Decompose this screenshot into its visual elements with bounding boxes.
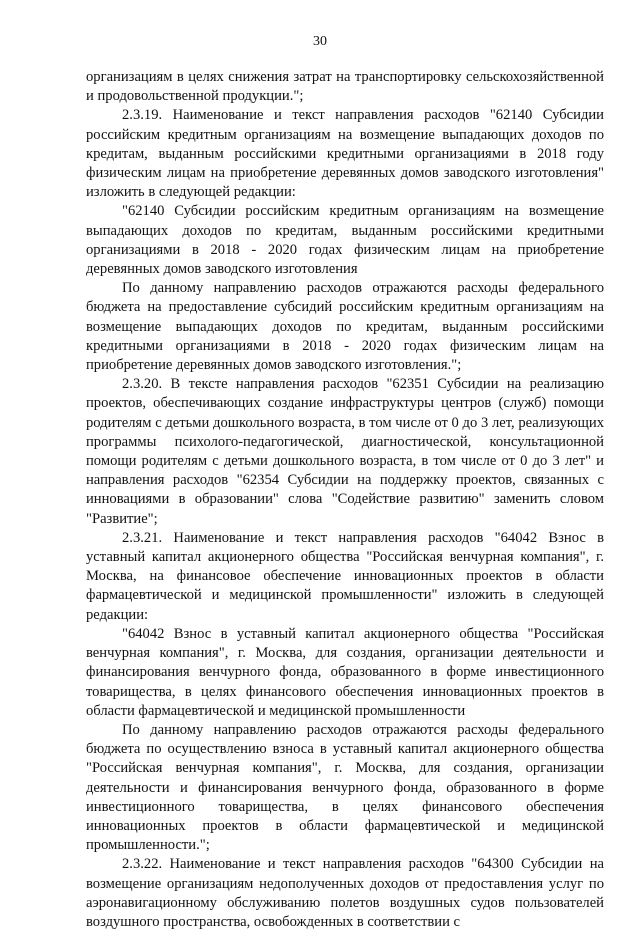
- paragraph-continuation: организациям в целях снижения затрат на транспортировку сельскохозяйственной и продовольственной продукции.";: [86, 69, 604, 105]
- paragraph-62140-text: По данному направлению расходов отражаются расходы федерального бюджета на предоставление субсидий российским кредитным организациям на возмещение выпадающих доходов по кредитам, выданным российскими кредитными организациями в 2018 - 2020 годах физическим лицам на приобретение деревянных домов заводского изготовления.";: [86, 280, 604, 374]
- page-number: 30: [313, 34, 327, 49]
- document-body: [86, 68, 604, 932]
- paragraph-64042-text: По данному направлению расходов отражаются расходы федерального бюджета по осуществлению взноса в уставный капитал акционерного общества "Российская венчурная компания", г. Москва, для создания, организации деятельности и финансирования венчурного фонда, образованного в форме инвестиционного товарищества, в целях финансового обеспечения инновационных проектов в области фармацевтической и медицинской промышленности.";: [86, 721, 604, 854]
- paragraph-2-3-22: 2.3.22. Наименование и текст направления расходов "64300 Субсидии на возмещение организациям недополученных доходов от предоставления услуг по аэронавигационному обслуживанию полетов воздушных судов пользователей воздушного пространства, освобожденных в соответствии с: [86, 856, 604, 930]
- paragraph-62140-title: "62140 Субсидии российским кредитным организациям на возмещение выпадающих доходов по кредитам, выданным российскими кредитными организациями в 2018 - 2020 годах физическим лицам на приобретение деревянных домов заводского изготовления: [86, 203, 604, 278]
- paragraph-64042-title: "64042 Взнос в уставный капитал акционерного общества "Российская венчурная компания", г. Москва, для создания, организации деятельности и финансирования венчурного фонда, образованного в форме инвестиционного товарищества, в целях финансового обеспечения инновационных проектов в области фармацевтической и медицинской промышленности: [86, 625, 604, 719]
- paragraph-2-3-19: 2.3.19. Наименование и текст направления расходов "62140 Субсидии российским кредитным организациям на возмещение выпадающих доходов по кредитам, выданным российскими кредитными организациями в 2018 году физическим лицам на приобретение деревянных домов заводского изготовления" изложить в следующей редакции:: [86, 107, 604, 201]
- paragraph-2-3-20: 2.3.20. В тексте направления расходов "62351 Субсидии на реализацию проектов, обеспечивающих создание инфраструктуры центров (служб) помощи родителям с детьми дошкольного возраста, в том числе от 0 до 3 лет, реализующих программы психолого-педагогической, диагностической, консультационной помощи родителям с детьми дошкольного возраста, в том числе от 0 до 3 лет" и направления расходов "62354 Субсидии на поддержку проектов, связанных с инновациями в образовании" слова "Содействие развитию" заменить словом "Развитие";: [86, 376, 604, 527]
- paragraph-2-3-21: 2.3.21. Наименование и текст направления расходов "64042 Взнос в уставный капитал акционерного общества "Российская венчурная компания", г. Москва, на финансовое обеспечение инновационных проектов в области фармацевтической и медицинской промышленности" изложить в следующей редакции:: [86, 529, 604, 623]
